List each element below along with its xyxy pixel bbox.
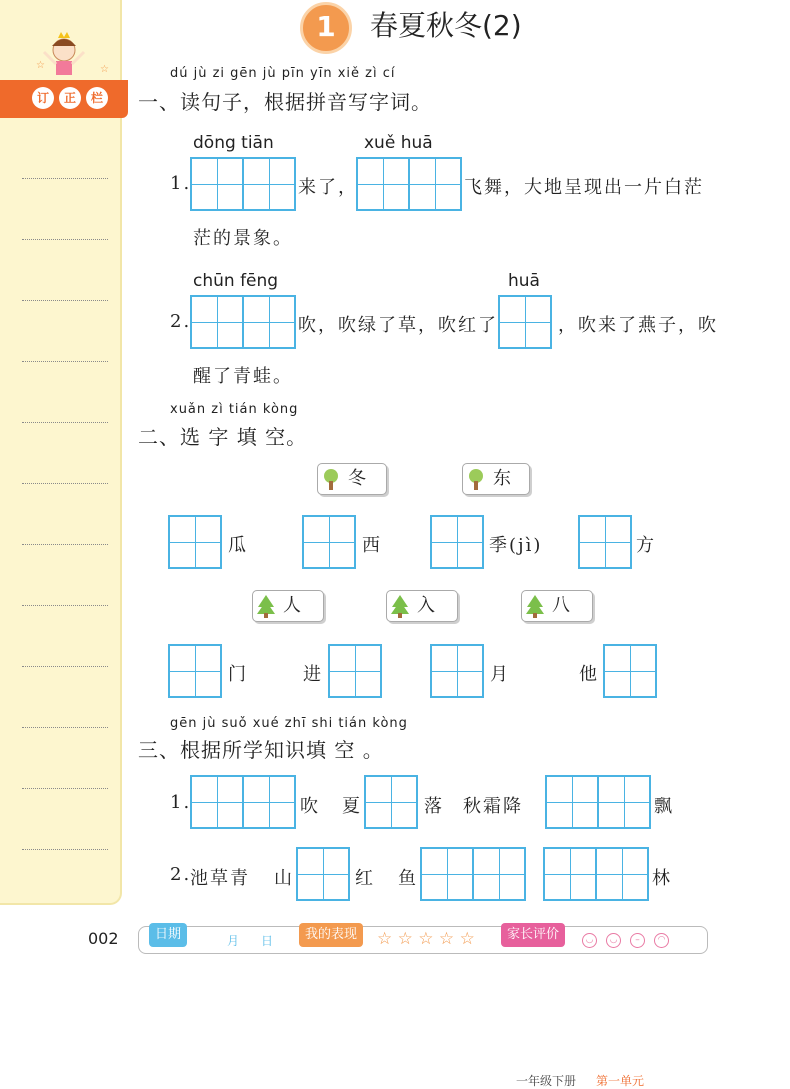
- section2-pinyin: xuǎn zì tián kòng: [170, 402, 299, 417]
- answer-grid-ta[interactable]: [603, 644, 657, 698]
- answer-grid-line2-b[interactable]: [420, 847, 526, 901]
- correction-banner: [0, 80, 128, 118]
- section2-heading: 二、选 字 填 空。: [138, 425, 308, 449]
- item2-number: 2.: [170, 311, 192, 332]
- line2-text: 红: [355, 868, 375, 889]
- option-tag: [252, 590, 324, 622]
- answer-grid-xuehua[interactable]: [356, 157, 462, 211]
- line1-text: 吹: [300, 796, 320, 817]
- tree-icon: [465, 467, 487, 491]
- correction-line: [22, 605, 108, 606]
- section1-heading: 一、读句子，根据拼音写字词。: [138, 90, 432, 114]
- correction-line: [22, 361, 108, 362]
- answer-grid-hua[interactable]: [498, 295, 552, 349]
- banner-char: 栏: [86, 87, 108, 109]
- correction-line: [22, 300, 108, 301]
- star-decoration-icon: ☆: [36, 60, 45, 71]
- item2-text-c: 醒了青蛙。: [193, 366, 293, 387]
- line2-text: 山: [274, 868, 294, 889]
- line1-text: 飘: [654, 796, 674, 817]
- sad-face-icon[interactable]: ◠: [654, 933, 669, 948]
- word-char: 西: [362, 535, 382, 556]
- answer-grid-yue[interactable]: [430, 644, 484, 698]
- item1-text-a: 来了，: [298, 177, 358, 198]
- performance-label: 我的表现: [299, 923, 363, 947]
- star-decoration-icon: ☆: [100, 64, 109, 75]
- correction-line: [22, 483, 108, 484]
- answer-grid-line1-c[interactable]: [545, 775, 651, 829]
- answer-grid-fang[interactable]: [578, 515, 632, 569]
- unit-label: 第一单元: [596, 1074, 645, 1088]
- correction-line: [22, 849, 108, 850]
- parent-evaluation-label: 家长评价: [501, 923, 565, 947]
- option-tag: [317, 463, 387, 495]
- pine-tree-icon: [255, 593, 277, 619]
- date-label: 日期: [149, 923, 187, 947]
- sidebar-bottom: [0, 903, 120, 905]
- word-char: 进: [303, 664, 323, 685]
- line2-number: 2.: [170, 864, 192, 885]
- item1-pinyin-a: dōng tiān: [193, 133, 274, 153]
- girl-illustration: [34, 30, 94, 80]
- answer-grid-ji[interactable]: [430, 515, 484, 569]
- option-char: 冬: [348, 468, 366, 489]
- item1-text-b: 飞舞，大地呈现出一片白茫: [464, 177, 704, 198]
- month-label: 月: [227, 934, 240, 948]
- answer-grid-line2-a[interactable]: [296, 847, 350, 901]
- pine-tree-icon: [524, 593, 546, 619]
- correction-line: [22, 788, 108, 789]
- answer-grid-dongtian[interactable]: [190, 157, 296, 211]
- word-char: 季(jì): [489, 535, 543, 556]
- smile-face-icon[interactable]: ◡: [606, 933, 621, 948]
- tree-icon: [320, 467, 342, 491]
- evaluation-bar: [138, 926, 708, 954]
- answer-grid-xi[interactable]: [302, 515, 356, 569]
- day-label: 日: [261, 934, 274, 948]
- section3-pinyin: gēn jù suǒ xué zhī shi tián kòng: [170, 716, 408, 731]
- answer-grid-jin[interactable]: [328, 644, 382, 698]
- happy-face-icon[interactable]: ◡: [582, 933, 597, 948]
- correction-sidebar: [0, 0, 122, 905]
- pine-tree-icon: [389, 593, 411, 619]
- option-tag: [521, 590, 593, 622]
- answer-grid-men[interactable]: [168, 644, 222, 698]
- grade-label: 一年级下册: [516, 1074, 577, 1088]
- banner-char: 订: [32, 87, 54, 109]
- correction-line: [22, 544, 108, 545]
- item1-number: 1.: [170, 173, 192, 194]
- word-char: 月: [490, 664, 510, 685]
- option-char: 东: [493, 468, 511, 489]
- item2-text-b: ，吹来了燕子，吹: [558, 315, 718, 336]
- section1-pinyin: dú jù zi gēn jù pīn yīn xiě zì cí: [170, 66, 396, 81]
- line2-text: 池草青: [190, 868, 250, 889]
- item2-text-a: 吹，吹绿了草，吹红了: [298, 315, 498, 336]
- page-number: 002: [88, 929, 119, 948]
- line1-text: 落: [424, 796, 444, 817]
- option-char: 八: [552, 595, 570, 616]
- page-title: 春夏秋冬(2): [370, 9, 522, 42]
- correction-line: [22, 178, 108, 179]
- line1-text: 夏: [342, 796, 362, 817]
- word-char: 方: [636, 535, 656, 556]
- word-char: 门: [228, 664, 248, 685]
- line1-text: 秋霜降: [463, 796, 523, 817]
- item2-pinyin-b: huā: [508, 271, 540, 291]
- option-char: 入: [417, 595, 435, 616]
- answer-grid-line1-b[interactable]: [364, 775, 418, 829]
- item2-pinyin-a: chūn fēng: [193, 271, 279, 291]
- line2-text: 鱼: [398, 868, 418, 889]
- word-char: 他: [579, 664, 599, 685]
- line2-text: 林: [652, 868, 672, 889]
- section3-heading: 三、根据所学知识填 空 。: [138, 738, 384, 762]
- lesson-number-badge: 1: [300, 2, 352, 54]
- option-char: 人: [283, 595, 301, 616]
- answer-grid-chunfeng[interactable]: [190, 295, 296, 349]
- correction-line: [22, 666, 108, 667]
- answer-grid-line1-a[interactable]: [190, 775, 296, 829]
- item1-pinyin-b: xuě huā: [364, 133, 433, 153]
- line1-number: 1.: [170, 792, 192, 813]
- correction-line: [22, 422, 108, 423]
- answer-grid-line2-c[interactable]: [543, 847, 649, 901]
- answer-grid-gua[interactable]: [168, 515, 222, 569]
- word-char: 瓜: [228, 535, 248, 556]
- banner-char: 正: [59, 87, 81, 109]
- option-tag: [386, 590, 458, 622]
- rating-stars[interactable]: ☆ ☆ ☆ ☆ ☆: [377, 929, 475, 949]
- option-tag: [462, 463, 530, 495]
- correction-line: [22, 239, 108, 240]
- item1-text-c: 茫的景象。: [193, 228, 293, 249]
- correction-line: [22, 727, 108, 728]
- neutral-face-icon[interactable]: –: [630, 933, 645, 948]
